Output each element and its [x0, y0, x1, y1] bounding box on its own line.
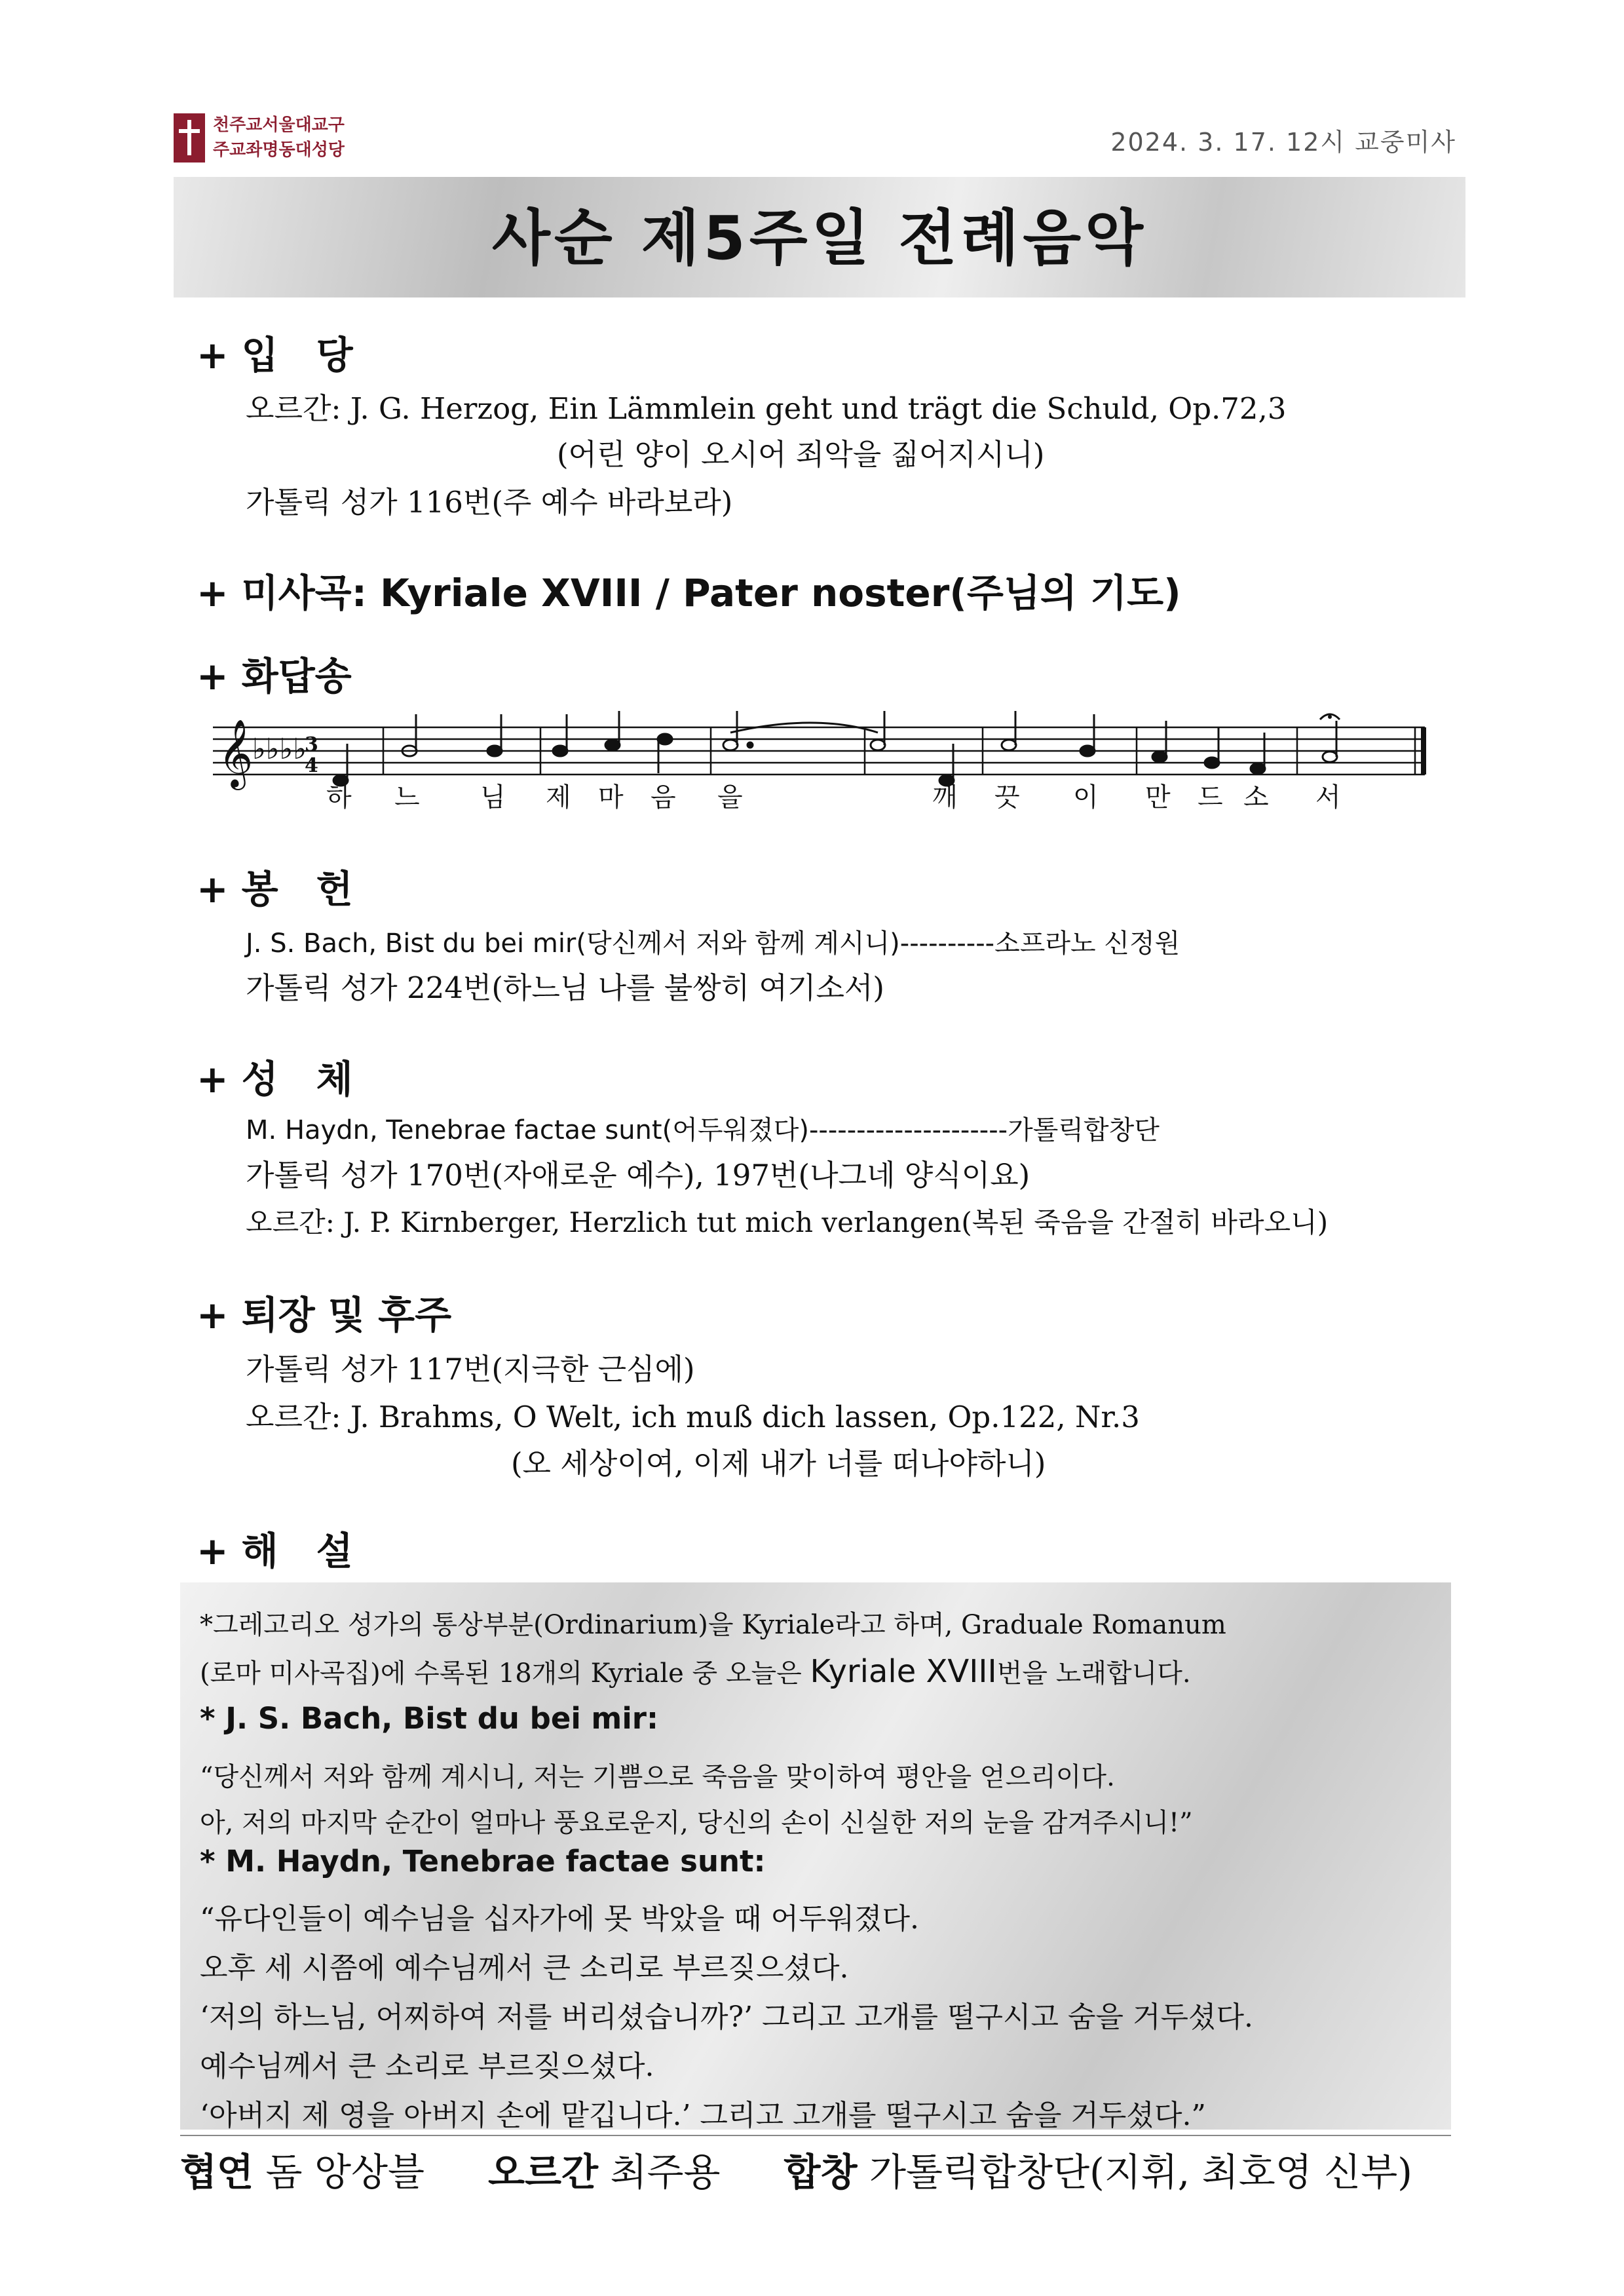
- commentary-bach-heading: * J. S. Bach, Bist du bei mir:: [200, 1701, 658, 1736]
- logo-line-2: 주교좌명동대성당: [213, 140, 345, 160]
- choir-name: 가톨릭합창단(지휘, 최호영 신부): [869, 2150, 1412, 2194]
- lyric-syllable: 님: [480, 782, 506, 813]
- lyric-syllable: 드: [1198, 782, 1223, 813]
- section-heading-offertory: + 봉 헌: [197, 867, 353, 911]
- cross-icon: +: [197, 1529, 229, 1573]
- page-title: 사순 제5주일 전례음악: [492, 203, 1147, 273]
- section-heading-communion: + 성 체: [197, 1057, 353, 1101]
- cross-icon: +: [197, 333, 229, 377]
- psalm-lyrics: [206, 776, 1445, 816]
- entrance-hymn: 가톨릭 성가 116번(주 예수 바라보라): [246, 485, 733, 520]
- commentary-line: (로마 미사곡집)에 수록된 18개의 Kyriale 중 오늘은 Kyriale XVIII번을 노래합니다.: [200, 1653, 1191, 1690]
- cross-icon: +: [197, 1293, 229, 1337]
- performers-footer: [180, 2141, 1412, 2196]
- lyric-syllable: 하: [326, 782, 352, 813]
- logo-line-1: 천주교서울대교구: [213, 115, 345, 135]
- svg-text:4: 4: [305, 754, 318, 777]
- section-heading-entrance: + 입 당: [197, 333, 353, 377]
- lyric-syllable: 이: [1073, 782, 1099, 813]
- lyric-syllable: 음: [651, 782, 676, 813]
- cross-icon: +: [197, 867, 229, 911]
- recessional-organ: 오르간: J. Brahms, O Welt, ich muß dich lassen, Op.122, Nr.3: [246, 1400, 1140, 1434]
- section-heading-commentary: + 해 설: [197, 1529, 353, 1573]
- choir-label: 합창: [784, 2150, 858, 2194]
- entrance-organ-translation: (어린 양이 오시어 죄악을 짊어지시니): [557, 437, 1045, 472]
- commentary-line: ‘아버지 제 영을 아버지 손에 맡깁니다.’ 그리고 고개를 떨구시고 숨을 거두셨다.”: [200, 2099, 1206, 2132]
- lyric-syllable: 마: [598, 782, 624, 813]
- section-heading-psalm: + 화답송: [197, 654, 352, 698]
- commentary-line: 아, 저의 마지막 순간이 얼마나 풍요로운지, 당신의 손이 신실한 저의 눈을 감겨주시니!”: [200, 1808, 1193, 1838]
- cross-icon: +: [197, 654, 229, 698]
- commentary-line: 오후 세 시쯤에 예수님께서 큰 소리로 부르짖으셨다.: [200, 1951, 849, 1985]
- communion-piece: M. Haydn, Tenebrae factae sunt(어두워졌다)---------------------가톨릭합창단: [246, 1115, 1160, 1145]
- commentary-line: “유다인들이 예수님을 십자가에 못 박았을 때 어두워졌다.: [200, 1902, 919, 1936]
- cathedral-logo-icon: [174, 113, 205, 163]
- communion-organ: 오르간: J. P. Kirnberger, Herzlich tut mich verlangen(복된 죽음을 간절히 바라오니): [246, 1206, 1329, 1238]
- lyric-syllable: 끗: [994, 782, 1020, 813]
- time-signature: 3: [305, 733, 318, 756]
- treble-clef-icon: 𝄞: [218, 719, 254, 788]
- lyric-syllable: 을: [717, 782, 743, 813]
- section-heading-recessional: + 퇴장 및 후주: [197, 1293, 452, 1337]
- commentary-line: 예수님께서 큰 소리로 부르짖으셨다.: [200, 2050, 654, 2083]
- organist-name: 최주용: [610, 2150, 721, 2194]
- commentary-line: “당신께서 저와 함께 계시니, 저는 기쁨으로 죽음을 맞이하여 평안을 얻으리이다.: [200, 1762, 1115, 1792]
- organ-label: 오르간: [487, 2150, 599, 2194]
- lyric-syllable: 깨: [932, 782, 958, 813]
- lyric-syllable: 느: [394, 782, 420, 813]
- recessional-organ-translation: (오 세상이여, 이제 내가 너를 떠나야하니): [511, 1446, 1046, 1481]
- section-heading-mass: + 미사곡: Kyriale XVIII / Pater noster(주님의 기도): [197, 571, 1181, 615]
- commentary-line: *그레고리오 성가의 통상부분(Ordinarium)을 Kyriale라고 하며, Graduale Romanum: [200, 1610, 1226, 1640]
- logo-text: [213, 113, 345, 163]
- communion-hymn: 가톨릭 성가 170번(자애로운 예수), 197번(나그네 양식이요): [246, 1158, 1030, 1193]
- recessional-hymn: 가톨릭 성가 117번(지극한 근심에): [246, 1352, 695, 1387]
- lyric-syllable: 소: [1243, 782, 1269, 813]
- commentary-haydn-heading: * M. Haydn, Tenebrae factae sunt:: [200, 1844, 766, 1879]
- offertory-hymn: 가톨릭 성가 224번(하느님 나를 불쌍히 여기소서): [246, 970, 884, 1005]
- lyric-syllable: 서: [1315, 782, 1341, 813]
- cross-icon: +: [197, 1057, 229, 1101]
- cross-icon: +: [197, 571, 229, 615]
- ensemble-name: 돔 앙상블: [265, 2150, 425, 2194]
- offertory-piece: J. S. Bach, Bist du bei mir(당신께서 저와 함께 계시니)----------소프라노 신정원: [246, 928, 1180, 959]
- commentary-line: ‘저의 하느님, 어찌하여 저를 버리셨습니까?’ 그리고 고개를 떨구시고 숨을 거두셨다.: [200, 2000, 1254, 2034]
- entrance-organ: 오르간: J. G. Herzog, Ein Lämmlein geht und trägt die Schuld, Op.72,3: [246, 391, 1287, 426]
- mass-date: 2024. 3. 17. 12시 교중미사: [1110, 128, 1456, 157]
- lyric-syllable: 제: [546, 782, 571, 813]
- lyric-syllable: 만: [1145, 782, 1171, 813]
- ensemble-label: 협연: [180, 2150, 254, 2194]
- footer-divider: [180, 2135, 1451, 2136]
- key-signature-flats: ♭♭♭♭: [252, 733, 307, 766]
